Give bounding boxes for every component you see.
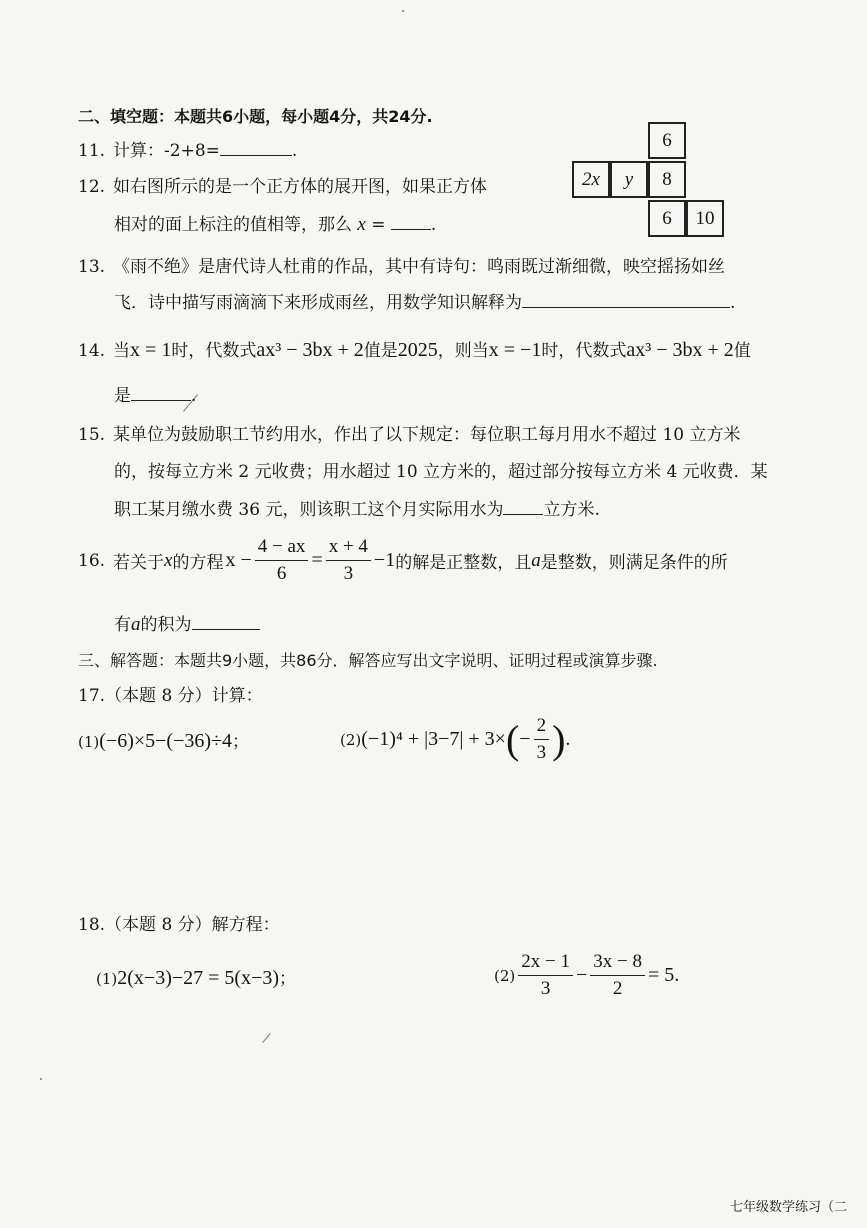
- answer-blank[interactable]: [503, 500, 543, 515]
- equation-rhs: = 5: [647, 964, 675, 986]
- denominator: 3: [540, 978, 551, 999]
- net-face-2x: [572, 161, 610, 198]
- punctuation: .: [430, 215, 437, 235]
- question-text: 是整数，则满足条件的所: [540, 553, 728, 573]
- fraction: [255, 536, 309, 585]
- question-text: 计算：-2+8=: [113, 141, 220, 161]
- numerator: x + 4: [326, 536, 371, 561]
- net-face-y: [610, 161, 648, 198]
- variable-a: a: [131, 614, 141, 635]
- question-text: 值是: [363, 341, 398, 361]
- question-text: 如右图所示的是一个正方体的展开图，如果正方体: [113, 177, 488, 197]
- scan-speck: [40, 1078, 42, 1080]
- question-text: 值: [733, 341, 751, 361]
- equation-lhs: x −: [225, 549, 252, 571]
- math-expression: 2(x−3)−27 = 5(x−3): [117, 967, 280, 989]
- question-17-title: 17.（本题 8 分）计算：: [78, 686, 263, 706]
- question-13-line1: [78, 252, 725, 277]
- punctuation: .: [674, 964, 680, 986]
- question-16-line1: [78, 536, 728, 585]
- minus-sign: −: [575, 964, 588, 986]
- question-number: 12.: [78, 177, 106, 197]
- punctuation: ；: [279, 969, 297, 989]
- answer-blank[interactable]: [391, 215, 431, 230]
- net-face-top: 6: [648, 122, 686, 159]
- question-12-line1: [78, 172, 487, 197]
- condition-expression: x = −1: [488, 339, 542, 361]
- question-text: 时，代数式: [171, 341, 257, 361]
- question-number: 16.: [78, 550, 106, 571]
- question-17-part1: [78, 727, 249, 753]
- variable-a: a: [531, 549, 541, 571]
- net-face-bottom: 6: [648, 200, 686, 237]
- question-15-line3: [114, 495, 600, 520]
- question-text: 的积为: [140, 615, 192, 635]
- question-17-part2: [340, 715, 570, 764]
- question-13-line2: [114, 288, 735, 313]
- question-12-line2: [114, 210, 436, 236]
- answer-blank[interactable]: [131, 386, 191, 401]
- question-18-part1: [96, 964, 296, 990]
- question-text: 若关于: [113, 553, 165, 573]
- question-number: 15.: [78, 425, 106, 445]
- numerator: 3x − 8: [590, 951, 645, 976]
- math-expression: (−1)⁴ + |3−7| + 3×: [361, 728, 506, 750]
- question-text: 相对的面上标注的值相等，那么: [114, 215, 352, 235]
- denominator: 3: [536, 742, 547, 763]
- fraction: [518, 951, 573, 1000]
- condition-expression: x = 1: [130, 339, 172, 361]
- question-15-line2: 的，按每立方米 2 元收费；用水超过 10 立方米的，超过部分按每立方米 4 元收费．某: [114, 462, 768, 482]
- part-label: (2): [340, 730, 362, 749]
- numerator: 2: [534, 715, 550, 740]
- question-14-line1: [78, 336, 751, 362]
- equals-sign: =: [371, 215, 386, 235]
- question-11: [78, 136, 297, 161]
- punctuation: .: [730, 293, 736, 313]
- net-face-middle: 8: [648, 161, 686, 198]
- question-text: 是: [114, 386, 131, 406]
- net-label: 2x: [582, 168, 600, 190]
- variable-x: x: [357, 214, 366, 235]
- page-footer: 七年级数学练习（二: [730, 1200, 848, 1215]
- expression-value: 2025: [397, 339, 438, 361]
- question-text: 有: [114, 615, 131, 635]
- question-text: 的解是正整数，且: [395, 553, 532, 573]
- question-text: 某单位为鼓励职工节约用水，作出了以下规定：每位职工每月用水不超过 10 立方米: [113, 425, 741, 445]
- question-number: 11.: [78, 141, 106, 161]
- question-number: 14.: [78, 341, 106, 361]
- answer-blank[interactable]: [522, 293, 730, 308]
- question-18-part2: [494, 951, 679, 1000]
- section-3-heading: 三、解答题：本题共9小题，共86分．解答应写出文字说明、证明过程或演算步骤.: [78, 651, 658, 670]
- question-text: 《雨不绝》是唐代诗人杜甫的作品，其中有诗句：鸣雨既过渐细微，映空摇扬如丝: [113, 257, 726, 277]
- net-label: y: [624, 168, 634, 190]
- punctuation: .: [291, 141, 298, 161]
- section-2-heading: 二、填空题：本题共6小题，每小题4分，共24分.: [78, 107, 433, 126]
- answer-blank[interactable]: [192, 615, 260, 630]
- fraction: [534, 715, 550, 764]
- question-text: 当: [113, 341, 131, 361]
- punctuation: .: [565, 728, 571, 750]
- numerator: 4 − ax: [255, 536, 309, 561]
- fraction: [590, 951, 645, 1000]
- fraction: [326, 536, 371, 585]
- variable-x: x: [164, 549, 173, 571]
- equals-sign: =: [311, 549, 323, 571]
- math-expression: (−6)×5−(−36)÷4: [99, 730, 232, 752]
- denominator: 3: [343, 563, 354, 584]
- right-paren: ): [552, 716, 566, 762]
- algebraic-expression: ax³ − 3bx + 2: [256, 339, 364, 361]
- denominator: 6: [276, 563, 287, 584]
- question-text: 时，代数式: [541, 341, 627, 361]
- left-paren: (: [505, 716, 520, 762]
- scan-speck: [402, 10, 404, 12]
- pen-mark: [262, 1033, 270, 1043]
- part-label: (1): [78, 733, 100, 751]
- question-text: ，则当: [437, 341, 489, 361]
- question-14-line2: [114, 381, 196, 406]
- question-text: 立方米.: [543, 500, 600, 520]
- punctuation: ；: [231, 732, 249, 752]
- algebraic-expression: ax³ − 3bx + 2: [626, 339, 734, 361]
- question-15-line1: [78, 420, 741, 445]
- question-18-title: 18.（本题 8 分）解方程：: [78, 915, 280, 935]
- denominator: 2: [612, 978, 623, 999]
- answer-blank[interactable]: [220, 141, 292, 156]
- minus-sign: −: [519, 728, 531, 750]
- part-label: (2): [494, 966, 516, 985]
- question-text: 的方程: [172, 553, 224, 573]
- equation-rhs: −1: [373, 549, 396, 571]
- question-text: 职工某月缴水费 36 元，则该职工这个月实际用水为: [114, 500, 504, 520]
- net-face-right: 10: [686, 200, 724, 237]
- question-16-line2: [114, 610, 260, 636]
- punctuation: .: [191, 386, 197, 406]
- numerator: 2x − 1: [518, 951, 573, 976]
- question-text: 飞．诗中描写雨滴滴下来形成雨丝，用数学知识解释为: [114, 293, 522, 313]
- part-label: (1): [96, 970, 118, 988]
- question-number: 13.: [78, 257, 106, 277]
